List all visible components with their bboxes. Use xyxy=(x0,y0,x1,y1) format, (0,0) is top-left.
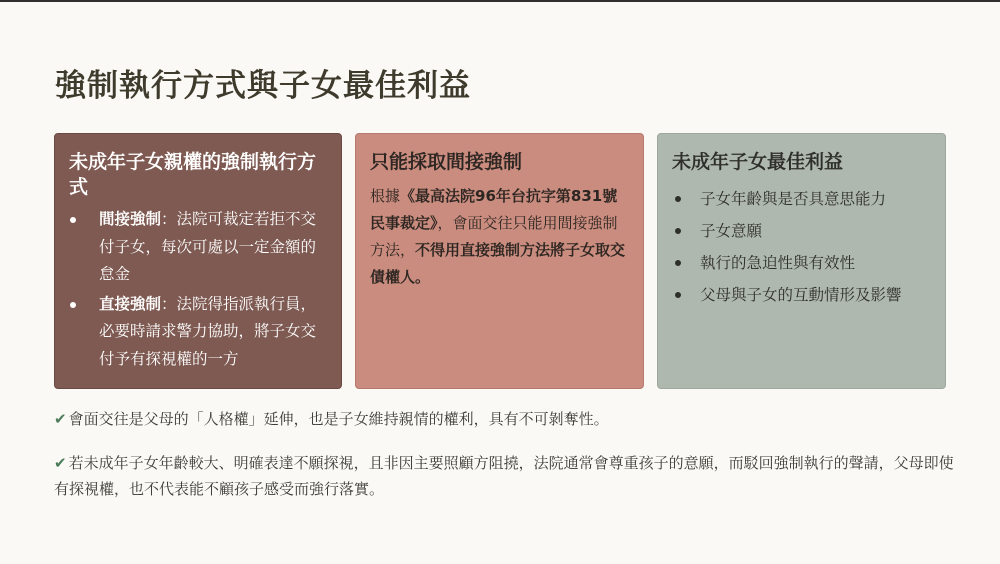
note-text: 會面交往是父母的「人格權」延伸，也是子女維持親情的權利，具有不可剝奪性。 xyxy=(68,410,609,428)
list-item xyxy=(83,291,327,374)
card-body xyxy=(370,183,629,291)
item-text: ：法院得指派執行員，必要時請求警力協助，將子女交付予有探視權的一方 xyxy=(99,294,317,368)
body-text: 根據 xyxy=(370,187,401,205)
ruling-citation: 《最高法院96年台抗字第831號民事裁定》 xyxy=(370,187,618,232)
method-list xyxy=(69,206,327,373)
item-head: 直接強制 xyxy=(99,294,162,313)
card-title: 未成年子女最佳利益 xyxy=(672,151,844,173)
card-title: 只能採取間接強制 xyxy=(370,151,523,173)
list-item: 子女年齡與是否具意思能力 xyxy=(686,183,931,215)
factor-list xyxy=(672,183,931,311)
check-icon: ✔ xyxy=(54,410,67,428)
list-item: 父母與子女的互動情形及影響 xyxy=(686,279,931,311)
page-title: 強制執行方式與子女最佳利益 xyxy=(55,68,471,104)
note-child-wishes xyxy=(54,450,954,502)
check-icon: ✔ xyxy=(54,454,67,472)
body-text: ，會面交往只能用間接強制方法， xyxy=(370,214,618,259)
list-item: 執行的急迫性與有效性 xyxy=(686,247,931,279)
list-item xyxy=(83,206,327,289)
card-best-interest xyxy=(657,133,946,389)
note-text: 若未成年子女年齡較大、明確表達不願探視，且非因主要照顧方阻撓，法院通常會尊重孩子的意願，而駁回強制執行的聲請，父母即使有探視權，也不代表能不顧孩子感受而強行落實。 xyxy=(54,454,954,498)
list-item: 子女意願 xyxy=(686,215,931,247)
card-enforcement-methods xyxy=(54,133,342,389)
item-head: 間接強制 xyxy=(99,210,162,228)
card-title: 未成年子女親權的強制執行方式 xyxy=(69,151,317,198)
item-text: ：法院可裁定若拒不交付子女，每次可處以一定金額的怠金 xyxy=(99,210,317,283)
body-emphasis: 不得用直接強制方法將子女取交債權人。 xyxy=(370,241,626,286)
note-visitation-right xyxy=(54,406,954,432)
card-indirect-only xyxy=(355,133,644,389)
